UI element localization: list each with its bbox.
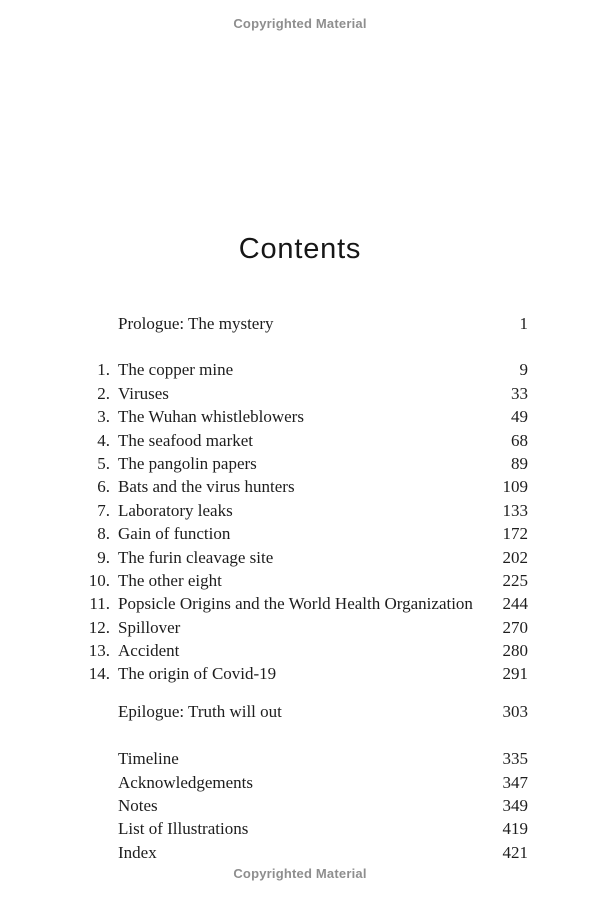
chapter-title: Viruses	[118, 383, 169, 403]
chapter-title: Laboratory leaks	[118, 500, 233, 520]
page-number: 49	[511, 407, 528, 427]
toc-row	[72, 452, 528, 475]
chapter-title: The copper mine	[118, 360, 234, 380]
toc-row	[72, 592, 528, 615]
page-number: 172	[502, 524, 528, 544]
page-number: 1	[519, 314, 528, 333]
page-number: 291	[502, 664, 528, 684]
chapter-number: 2.	[97, 383, 110, 403]
chapter-title: The Wuhan whistleblowers	[118, 407, 304, 427]
chapter-number: 9.	[97, 547, 110, 567]
page-number: 133	[502, 500, 528, 520]
page-number: 419	[502, 819, 528, 839]
chapter-title: Epilogue: Truth will out	[118, 701, 282, 721]
toc-row	[72, 817, 528, 840]
chapter-number: 11.	[89, 594, 110, 614]
page-number: 225	[502, 570, 528, 590]
toc-row	[72, 429, 528, 452]
page-number: 270	[502, 617, 528, 637]
toc-row	[72, 522, 528, 545]
chapter-title: The pangolin papers	[118, 453, 257, 473]
toc-section-chapters	[72, 358, 528, 685]
page-number: 335	[502, 749, 528, 769]
toc-row	[72, 747, 528, 770]
contents-title: Contents	[238, 233, 362, 265]
toc-row	[72, 841, 528, 864]
toc-row	[72, 382, 528, 405]
chapter-title: Bats and the virus hunters	[118, 477, 295, 497]
chapter-title: The other eight	[118, 570, 222, 590]
chapter-number: 3.	[97, 407, 110, 427]
chapter-number: 7.	[97, 500, 110, 520]
page-number: 421	[502, 842, 528, 862]
chapter-number: 8.	[97, 524, 110, 544]
chapter-title: The origin of Covid-19	[118, 664, 277, 684]
chapter-title: Popsicle Origins and the World Health Organization	[118, 594, 473, 614]
toc-row	[72, 639, 528, 662]
chapter-title: Spillover	[118, 617, 181, 637]
chapter-title: Timeline	[118, 749, 179, 769]
chapter-number: 10.	[88, 570, 110, 590]
copyright-notice-top: Copyrighted Material	[233, 16, 367, 31]
toc-row	[72, 569, 528, 592]
page-number: 33	[511, 383, 528, 403]
chapter-title: Notes	[118, 796, 158, 816]
copyright-notice-bottom: Copyrighted Material	[233, 866, 367, 882]
toc-row	[72, 358, 528, 381]
chapter-title: Accident	[118, 641, 180, 661]
page-number: 347	[502, 772, 528, 792]
page-number: 280	[502, 641, 528, 661]
page-number: 244	[502, 594, 528, 614]
chapter-title: Gain of function	[118, 524, 231, 544]
toc-row	[72, 662, 528, 685]
toc-row	[72, 794, 528, 817]
page-number: 9	[519, 360, 528, 380]
chapter-number: 14.	[88, 664, 110, 684]
toc-section-front-matter	[72, 312, 528, 335]
page-number: 68	[511, 430, 528, 450]
toc-row	[72, 546, 528, 569]
page-number: 89	[511, 453, 528, 473]
table-of-contents	[72, 312, 528, 864]
chapter-title: Prologue: The mystery	[118, 314, 274, 333]
toc-row	[72, 499, 528, 522]
chapter-number: 6.	[97, 477, 110, 497]
toc-section-epilogue	[72, 700, 528, 723]
toc-row	[72, 616, 528, 639]
toc-row	[72, 312, 528, 335]
chapter-number: 12.	[88, 617, 110, 637]
page-number: 202	[502, 547, 528, 567]
toc-row	[72, 700, 528, 723]
toc-section-back-matter	[72, 747, 528, 864]
toc-row	[72, 475, 528, 498]
chapter-title: Acknowledgements	[118, 772, 254, 792]
chapter-number: 5.	[97, 453, 110, 473]
chapter-number: 13.	[88, 641, 110, 661]
page-number: 109	[502, 477, 528, 497]
chapter-number: 1.	[97, 360, 110, 380]
page-number: 349	[502, 796, 528, 816]
chapter-title: List of Illustrations	[118, 819, 249, 839]
page-number: 303	[502, 701, 528, 721]
chapter-title: The seafood market	[118, 430, 253, 450]
chapter-number: 4.	[97, 430, 110, 450]
toc-row	[72, 405, 528, 428]
chapter-title: Index	[118, 842, 157, 862]
toc-row	[72, 771, 528, 794]
chapter-title: The furin cleavage site	[118, 547, 274, 567]
